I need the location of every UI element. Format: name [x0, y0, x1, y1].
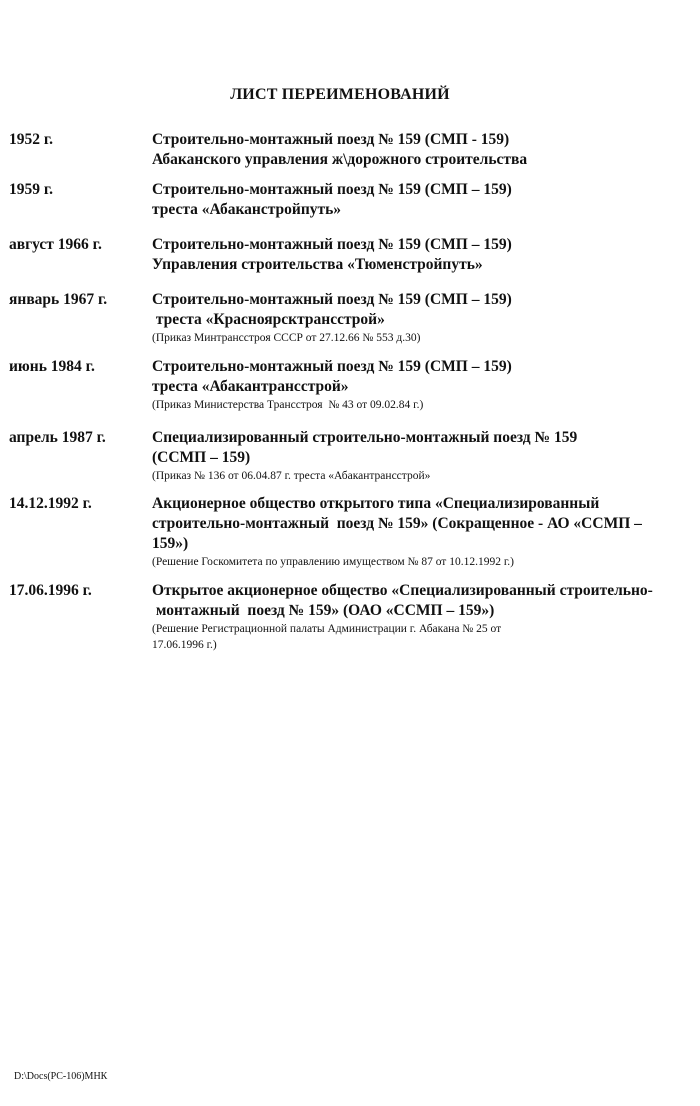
- entry-date: апрель 1987 г.: [9, 429, 106, 446]
- entry-name-line: Строительно-монтажный поезд № 159 (СМП – 159): [152, 358, 512, 375]
- entry-order-note: (Решение Регистрационной палаты Администрации г. Абакана № 25 от: [152, 623, 502, 635]
- entry-body: [152, 357, 692, 413]
- entry-name-line: Строительно-монтажный поезд № 159 (СМП – 159): [152, 291, 512, 308]
- page-title: ЛИСТ ПЕРЕИМЕНОВАНИЙ: [230, 86, 450, 103]
- entry-order-note: (Решение Госкомитета по управлению имуществом № 87 от 10.12.1992 г.): [152, 556, 514, 568]
- entry-name-line: 159»): [152, 535, 189, 552]
- entry-name-line: треста «Абаканстройпуть»: [152, 201, 342, 218]
- entry-date: январь 1967 г.: [9, 291, 108, 308]
- entry-name-line: строительно-монтажный поезд № 159» (Сокращенное - АО «ССМП –: [152, 515, 642, 532]
- entry-name-line: Специализированный строительно-монтажный поезд № 159: [152, 429, 578, 446]
- entry-body: [152, 290, 692, 346]
- entry-order-note: (Приказ № 136 от 06.04.87 г. треста «Абакантрансстрой»: [152, 470, 431, 482]
- entry-date: 14.12.1992 г.: [9, 495, 92, 512]
- entry-date: 17.06.1996 г.: [9, 582, 92, 599]
- entry-name-line: Открытое акционерное общество «Специализированный строительно-: [152, 582, 653, 599]
- entry-order-note: 17.06.1996 г.): [152, 639, 217, 651]
- entry-name-line: Абаканского управления ж\дорожного строительства: [152, 151, 528, 168]
- entry-date: 1959 г.: [9, 181, 54, 198]
- entry-name-line: треста «Красноярсктрансстрой»: [152, 311, 385, 328]
- entry-name-line: Строительно-монтажный поезд № 159 (СМП – 159): [152, 181, 512, 198]
- entry-name-line: Управления строительства «Тюменстройпуть»: [152, 256, 483, 273]
- entry-name-line: Акционерное общество открытого типа «Специализированный: [152, 495, 600, 512]
- entry-body: [152, 180, 692, 220]
- entry-body: [152, 494, 692, 570]
- entry-body: [152, 581, 692, 653]
- entry-body: [152, 428, 692, 484]
- entry-name-line: Строительно-монтажный поезд № 159 (СМП - 159): [152, 131, 510, 148]
- entry-name-line: монтажный поезд № 159» (ОАО «ССМП – 159»): [152, 602, 495, 619]
- entry-body: [152, 130, 692, 170]
- entry-name-line: Строительно-монтажный поезд № 159 (СМП – 159): [152, 236, 512, 253]
- entry-date: 1952 г.: [9, 131, 54, 148]
- entry-order-note: (Приказ Министерства Трансстроя № 43 от 09.02.84 г.): [152, 399, 424, 411]
- entry-body: [152, 235, 692, 275]
- entry-order-note: (Приказ Минтрансстроя СССР от 27.12.66 № 553 д.30): [152, 332, 421, 344]
- footer-file-path: D:\Docs(PC-106)МНК: [14, 1071, 108, 1082]
- entry-date: июнь 1984 г.: [9, 358, 95, 375]
- entry-date: август 1966 г.: [9, 236, 102, 253]
- entry-name-line: треста «Абакантрансстрой»: [152, 378, 349, 395]
- entry-name-line: (ССМП – 159): [152, 449, 251, 466]
